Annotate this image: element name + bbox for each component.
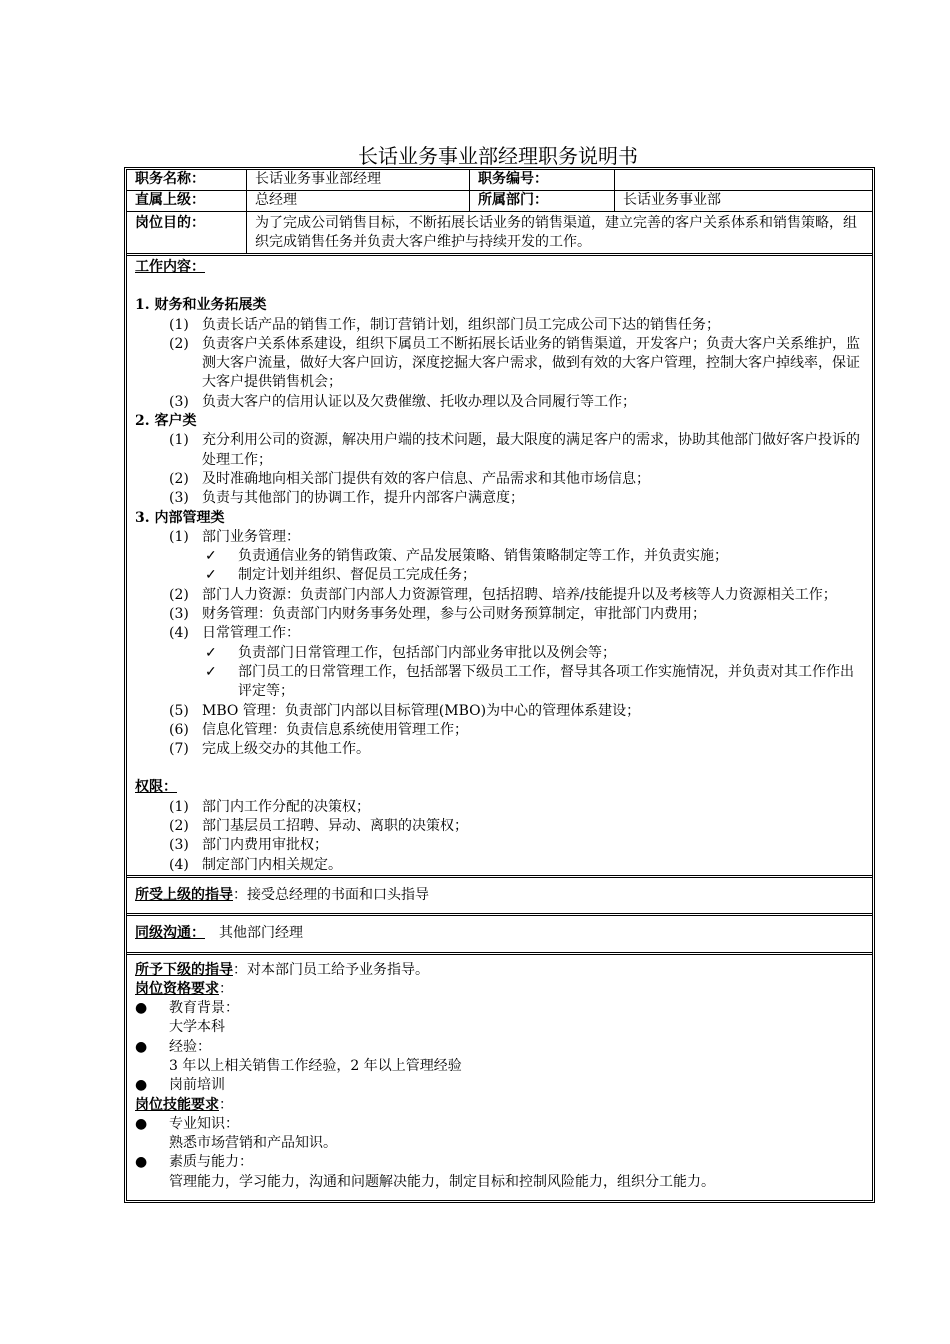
check-icon: ✓ (205, 644, 217, 661)
requirements-section: 所予下级的指导：对本部门员工给予业务指导。 岗位资格要求： ● 教育背景： 大学本科 ● 经验： 3 年以上相关销售工作经验，2 年以上管理经验 ● 岗前培训 岗位技能要求： ● 专业知识： 熟悉市场营销和产品知识。 ● 素质与能力： 管理能力，学习能力，沟通和问题解决能力，制定目标和控制风险能力，组织分工能力。 (127, 955, 872, 1201)
education-value: 大学本科 (169, 1019, 225, 1036)
check-item: ✓ 制定计划并组织、督促员工完成任务； (135, 566, 864, 585)
purpose-label: 岗位目的： (135, 215, 205, 231)
purpose-value: 为了完成公司销售目标，不断拓展长话业务的销售渠道，建立完善的客户关系体系和销售策略，组织完成销售任务并负责大客户维护与持续开发的工作。 (246, 212, 872, 253)
superior-label: 直属上级： (135, 192, 205, 208)
job-no-label: 职务编号： (469, 170, 614, 190)
document-title: 长话业务事业部经理职务说明书 (358, 144, 638, 168)
authority-heading: 权限： (135, 779, 177, 796)
purpose-row (127, 212, 872, 256)
check-item: ✓ 部门员工的日常管理工作，包括部署下级员工工作，督导其各项工作实施情况，并负责对其工作作出评定等； (135, 663, 864, 702)
guidance-received-text: ：接受总经理的书面和口头指导 (233, 886, 429, 903)
peer-text: 其他部门经理 (219, 925, 303, 942)
list-item: (2) 及时准确地向相关部门提供有效的客户信息、产品需求和其他市场信息； (169, 470, 650, 487)
list-item: (6) 信息化管理：负责信息系统使用管理工作； (169, 721, 468, 738)
category-finance: 1. 财务和业务拓展类 (135, 297, 267, 314)
peer-label: 同级沟通： (135, 925, 205, 942)
list-item: (4) 日常管理工作： (169, 625, 300, 642)
category-customer: 2. 客户类 (135, 413, 197, 430)
bullet-icon: ● (135, 1077, 148, 1094)
list-item: (1) 部门业务管理： (169, 528, 300, 545)
guidance-received-label: 所受上级的指导 (135, 886, 233, 903)
list-item: (3) 财务管理：负责部门内财务事务处理，参与公司财务预算制定，审批部门内费用； (169, 606, 706, 623)
check-item: ✓ 负责部门日常管理工作，包括部门内部业务审批以及例会等； (135, 644, 864, 663)
list-item: (3) 部门内费用审批权； (169, 837, 328, 854)
bullet-icon: ● (135, 1154, 148, 1171)
list-item: ● 专业知识： (135, 1115, 864, 1134)
check-item: ✓ 负责通信业务的销售政策、产品发展策略、销售策略制定等工作，并负责实施； (135, 547, 864, 566)
check-icon: ✓ (205, 548, 217, 565)
header-row-2 (127, 191, 872, 212)
list-item: (7) 完成上级交办的其他工作。 (169, 741, 370, 758)
guidance-given-text: ：对本部门员工给予业务指导。 (233, 961, 429, 978)
job-name-label: 职务名称： (135, 171, 205, 187)
qualification-heading: 岗位资格要求 (135, 980, 219, 997)
dept-label: 所属部门： (469, 191, 614, 211)
list-item: (1) 部门内工作分配的决策权； (169, 798, 370, 815)
check-icon: ✓ (205, 567, 217, 584)
list-item: ● 岗前培训 (135, 1076, 864, 1095)
category-internal: 3. 内部管理类 (135, 509, 225, 526)
superior-value: 总经理 (246, 191, 469, 211)
list-item: (1) 负责长话产品的销售工作，制订营销计划，组织部门员工完成公司下达的销售任务； (169, 316, 720, 333)
guidance-given-label: 所予下级的指导 (135, 961, 233, 978)
job-description-table (124, 167, 875, 1203)
skills-heading: 岗位技能要求 (135, 1096, 219, 1113)
list-item: (2) 负责客户关系体系建设，组织下属员工不断拓展长话业务的销售渠道，开发客户；负责大客户关系维护，监测大客户流量，做好大客户回访，深度挖掘大客户需求，做到有效的大客户管理，控制大客户掉线率，保证大客户提供销售机会； (169, 335, 860, 391)
peer-communication-section (127, 916, 872, 954)
list-item: (5) MBO 管理：负责部门内部以目标管理(MBO)为中心的管理体系建设； (169, 702, 641, 719)
list-item: (2) 部门人力资源：负责部门内部人力资源管理，包括招聘、培养/技能提升以及考核等人力资源相关工作； (169, 586, 837, 603)
ability-value: 管理能力，学习能力，沟通和问题解决能力，制定目标和控制风险能力，组织分工能力。 (169, 1173, 715, 1190)
bullet-icon: ● (135, 1115, 148, 1132)
work-content-section (127, 256, 872, 878)
guidance-received-section (127, 878, 872, 916)
list-item: ● 素质与能力： (135, 1153, 864, 1172)
bullet-icon: ● (135, 1038, 148, 1055)
job-no-value (614, 170, 872, 190)
dept-value: 长话业务事业部 (614, 191, 872, 211)
job-name-value: 长话业务事业部经理 (246, 170, 469, 190)
list-item: (1) 充分利用公司的资源，解决用户端的技术问题，最大限度的满足客户的需求，协助其他部门做好客户投诉的处理工作； (169, 432, 860, 468)
list-item: ● 经验： (135, 1038, 864, 1057)
list-item: (3) 负责与其他部门的协调工作，提升内部客户满意度； (169, 490, 524, 507)
list-item: (4) 制定部门内相关规定。 (169, 856, 342, 873)
check-icon: ✓ (205, 663, 217, 680)
knowledge-value: 熟悉市场营销和产品知识。 (169, 1135, 337, 1152)
header-row-1 (127, 170, 872, 191)
bullet-icon: ● (135, 1000, 148, 1017)
list-item: (2) 部门基层员工招聘、异动、离职的决策权； (169, 818, 468, 835)
experience-value: 3 年以上相关销售工作经验，2 年以上管理经验 (169, 1057, 462, 1074)
work-content-heading: 工作内容： (135, 259, 205, 275)
list-item: ● 教育背景： (135, 999, 864, 1018)
list-item: (3) 负责大客户的信用认证以及欠费催缴、托收办理以及合同履行等工作； (169, 393, 636, 410)
